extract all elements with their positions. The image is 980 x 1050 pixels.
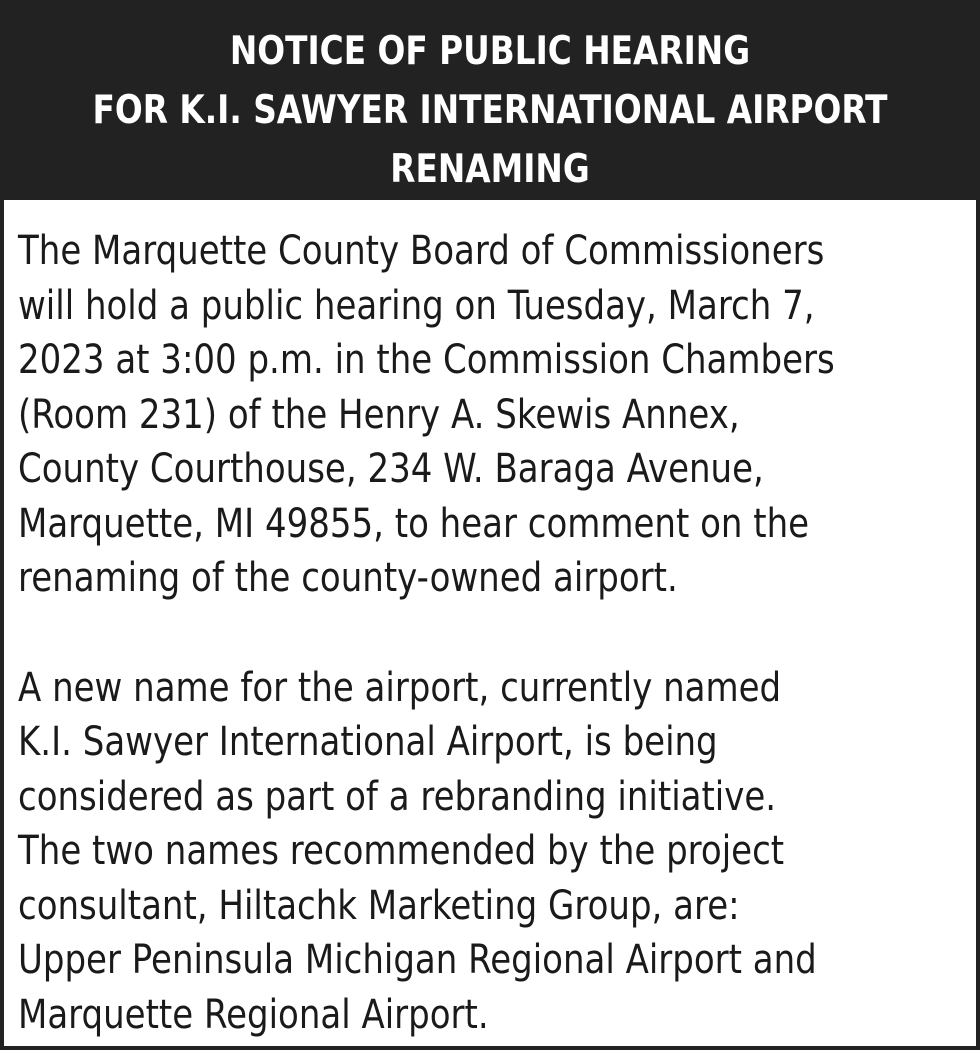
paragraph-line: A new name for the airport, currently named [18, 664, 782, 711]
paragraph-line: The two names recommended by the project [18, 828, 785, 874]
notice-body [4, 200, 976, 1042]
paragraph-line: Marquette Regional Airport. [18, 991, 489, 1038]
notice-title-line-3: RENAMING [390, 147, 590, 192]
paragraph-line: 2023 at 3:00 p.m. in the Commission Chambers [18, 337, 835, 383]
paragraph-line: considered as part of a rebranding initiative. [18, 773, 777, 820]
hearing-details-paragraph [18, 224, 976, 606]
paragraph-line: renaming of the county-owned airport. [18, 555, 678, 601]
notice-header [4, 4, 976, 200]
paragraph-line: The Marquette County Board of Commissioners [18, 228, 825, 274]
notice-title-line-2: FOR K.I. SAWYER INTERNATIONAL AIRPORT [92, 88, 888, 133]
notice-title-line-1: NOTICE OF PUBLIC HEARING [229, 29, 751, 74]
paragraph-line: K.I. Sawyer International Airport, is being [18, 719, 718, 765]
paragraph-line: will hold a public hearing on Tuesday, March 7, [18, 282, 815, 329]
paragraph-line: Marquette, MI 49855, to hear comment on the [18, 500, 810, 547]
paragraph-line: County Courthouse, 234 W. Baraga Avenue, [18, 446, 764, 492]
paragraph-line: Upper Peninsula Michigan Regional Airport and [18, 937, 817, 983]
paragraph-line: (Room 231) of the Henry A. Skewis Annex, [18, 391, 740, 438]
paragraph-line: consultant, Hiltachk Marketing Group, are: [18, 882, 740, 929]
renaming-proposal-paragraph [18, 661, 976, 1043]
